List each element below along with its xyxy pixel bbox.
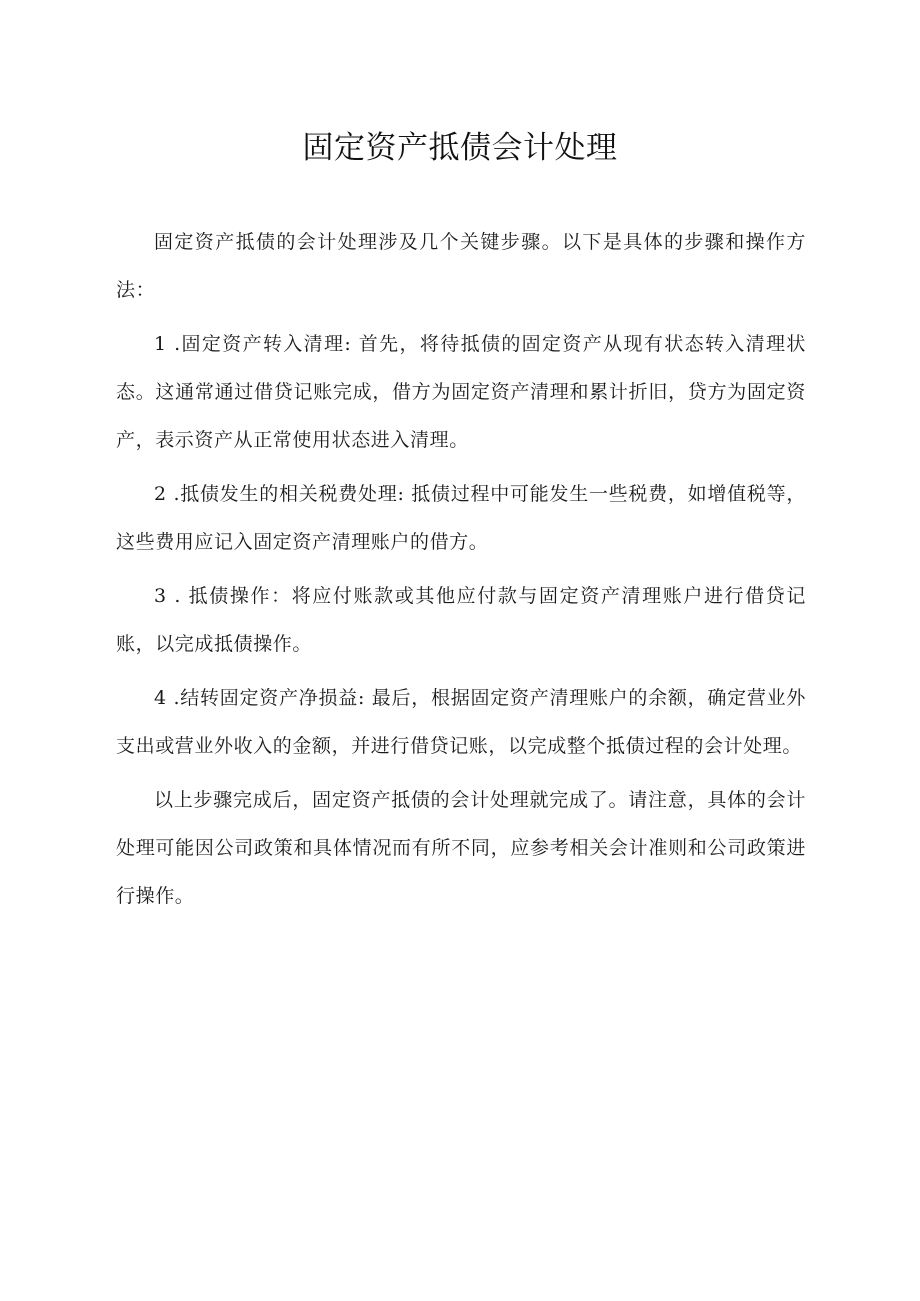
step-3-paragraph: 3 . 抵债操作：将应付账款或其他应付款与固定资产清理账户进行借贷记账，以完成抵债操作。 xyxy=(116,585,806,655)
step-1-paragraph: 1 .固定资产转入清理: 首先，将待抵债的固定资产从现有状态转入清理状态。这通常通过借贷记账完成，借方为固定资产清理和累计折旧，贷方为固定资产，表示资产从正常使用状态进入清理。 xyxy=(116,333,806,451)
conclusion-paragraph: 以上步骤完成后，固定资产抵债的会计处理就完成了。请注意，具体的会计处理可能因公司政策和具体情况而有所不同，应参考相关会计准则和公司政策进行操作。 xyxy=(116,789,806,907)
step-2-paragraph: 2 .抵债发生的相关税费处理: 抵债过程中可能发生一些税费，如增值税等，这些费用应记入固定资产清理账户的借方。 xyxy=(116,483,806,553)
document-body xyxy=(116,218,806,926)
intro-paragraph: 固定资产抵债的会计处理涉及几个关键步骤。以下是具体的步骤和操作方法： xyxy=(116,231,806,301)
document-title: 固定资产抵债会计处理 xyxy=(302,130,618,166)
step-4-paragraph: 4 .结转固定资产净损益: 最后，根据固定资产清理账户的余额，确定营业外支出或营业外收入的金额，并进行借贷记账，以完成整个抵债过程的会计处理。 xyxy=(116,687,806,757)
